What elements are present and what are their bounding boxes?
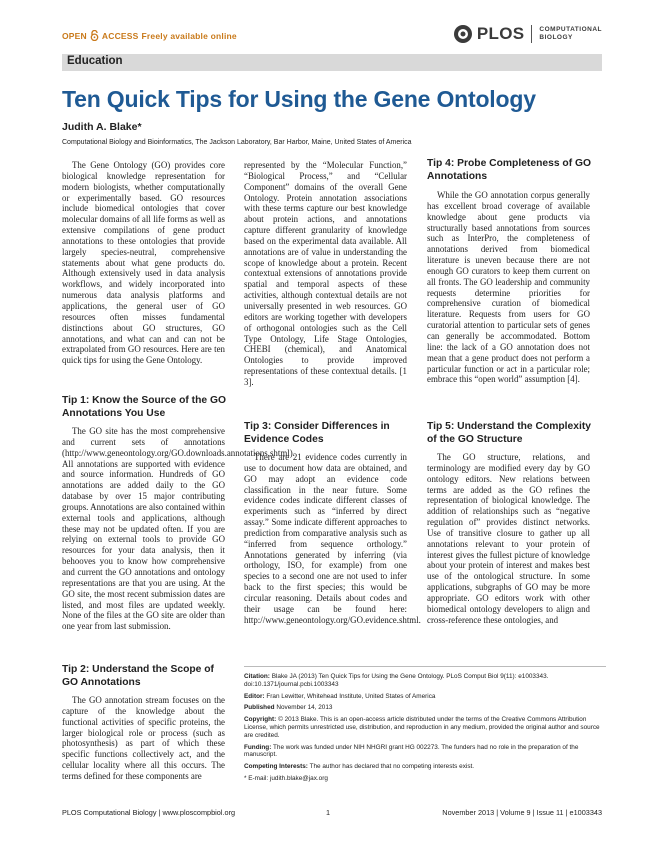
page-header	[62, 24, 602, 52]
section-label: Education	[67, 55, 123, 67]
tip5-body: The GO structure, relations, and terminology are modified every day by GO ontology editors. New relations between terms are added as the GO refines the representation of biological knowledge. The addition of relationships such as “negative regulation of” provides distinct networks. Use of transitive closure to gather up all annotations relevant to your protein of interest gives the fullest picture of knowledge about your protein of interest and makes best use of the ontological structure. In some applications, subgraphs of GO may be more appropriate. GO editors work with other biomedical ontology developers to align and cross-reference these ontologies, and	[427, 452, 590, 625]
tip5-heading: Tip 5: Understand the Complexity of the GO Structure	[427, 421, 592, 445]
freely-available-label: Freely available online	[141, 30, 237, 41]
column-2	[244, 160, 407, 388]
author-name: Judith A. Blake*	[62, 121, 142, 133]
tip4-body: While the GO annotation corpus generally has excellent broad coverage of available knowledge about gene products via structurally based annotations from sources such as InterPro, the completeness of annotations derived from biomedical literature is uneven because there are not enough GO curators to keep them current on all fronts. The GO leadership and community requests determine priorities for comprehensive curation of biomedical literature. Requests from users for GO curatorial attention to particular sets of genes can generally be accommodated. Bottom line: the lack of a GO annotation does not mean that a gene product does not perform a particular function or act in a particular role; embrace this “open world” assumption [4].	[427, 190, 590, 385]
tip4-heading: Tip 4: Probe Completeness of GO Annotations	[427, 158, 592, 182]
author-affiliation: Computational Biology and Bioinformatics, The Jackson Laboratory, Bar Harbor, Maine, United States of America	[62, 139, 412, 146]
article-title: Ten Quick Tips for Using the Gene Ontology	[62, 86, 536, 112]
tip2-section	[62, 695, 225, 782]
section-bar	[62, 54, 602, 71]
tip4-section	[427, 190, 590, 385]
plos-wordmark: PLOS	[476, 24, 525, 43]
plos-brand[interactable]	[453, 24, 602, 44]
intro-paragraph: The Gene Ontology (GO) provides core biological knowledge representation for modern biologists, whether computationally or experimentally based. GO resources include biomedical ontologies that cover molecular domains of all life forms as well as extensive compilations of gene product annotations to these ontologies that provide largely species-neutral, comprehensive statements about what gene products do. Although extensively used in data analysis workflows, and widely incorporated into numerous data analysis platforms and applications, the general user of GO resources often misses fundamental distinctions about GO structures, GO annotations, and what can and can not be extrapolated from GO resources. Here are ten quick tips for using the Gene Ontology.	[62, 160, 225, 366]
copyright: Copyright: © 2013 Blake. This is an open-access article distributed under the terms of the Creative Commons Attribution License, which permits unrestricted use, distribution, and reproduction in any medium, provided the original author and source are credited.	[244, 716, 600, 739]
footer-journal[interactable]: PLOS Computational Biology | www.ploscompbiol.org	[62, 808, 236, 817]
competing-interests: Competing Interests: The author has declared that no competing interests exist.	[244, 763, 475, 771]
published: Published November 14, 2013	[244, 704, 333, 712]
editor: Editor: Fran Lewitter, Whitehead Institute, United States of America	[244, 692, 436, 700]
tip3-heading: Tip 3: Consider Differences in Evidence Codes	[244, 421, 390, 445]
brand-divider	[531, 25, 532, 43]
open-access-badge	[62, 30, 237, 41]
author-email[interactable]: * E-mail: judith.blake@jax.org	[244, 774, 328, 782]
footer-issue: November 2013 | Volume 9 | Issue 11 | e1003343	[442, 808, 602, 817]
col2-continuation: represented by the “Molecular Function,” “Biological Process,” and “Cellular Component” domains of the overall Gene Ontology. Protein annotation associations with these terms capture our best knowledge about protein actions, and annotations capture different granularity of knowledge based on the experimental data available. All annotations are of value in understanding the scope of knowledge about a protein. Recent contextual extensions of annotations provide spatial and temporal aspects of these activities, although contextual details are not universally presented in web resources. GO editors are working together with developers of orthogonal ontologies such as the Cell Type Ontology, Life Stage Ontologies, CHEBI (chemical), and Anatomical Ontologies to provide improved representations of these contextual details. [1 3].	[244, 160, 407, 387]
funding: Funding: The work was funded under NIH NHGRI grant HG 002273. The funders had no role in the preparation of the manuscript.	[244, 743, 579, 759]
open-lock-icon	[90, 30, 99, 41]
tip2-body: The GO annotation stream focuses on the capture of the knowledge about the functional activities of specific proteins, the larger biological role or process (such as photosynthesis) as part of which these specific functions collectively act, and the cellular locality where all this occurs. The terms defined for these components are	[62, 695, 225, 781]
open-label: OPEN	[62, 30, 87, 41]
citation: Citation: Blake JA (2013) Ten Quick Tips for Using the Gene Ontology. PLoS Comput Biol 9(11): e1003343. doi:10.1371/journal.pcbi.1003343	[244, 673, 549, 688]
tip1-section	[62, 426, 295, 632]
tip5-section	[427, 452, 590, 626]
tip3-body: There are 21 evidence codes currently in use to document how data are obtained, and GO may adopt an evidence code classification in the near future. Some evidence codes indicate different classes of experiments such as “inferred by direct assay.” Some indicate different approaches to prediction from comparative analysis such as “inferred from sequence orthology.” Annotations generated by inferring (via orthology, ISO, for example) from one species to a second one are not used to infer back to the first species; this would be circular reasoning. Details about codes and their usage can be found here: http://www.geneontology.org/GO.evidence.shtml.	[244, 452, 421, 625]
tip1-heading: Tip 1: Know the Source of the GO Annotations You Use	[62, 395, 226, 419]
article-metadata	[244, 666, 606, 787]
access-label: ACCESS	[101, 30, 139, 41]
tip1-body: The GO site has the most comprehensive and current sets of annotations (http://www.geneontology.org/GO.downloads.annotations.shtml). All annotations are supported with evidence and source information. Hundreds of GO annotations are added daily to the GO database by over 15 major contributing groups. Annotations are also contained within external tools and applications, although these may not be updated often. If you are relying on external tools to provide GO resources for your data analysis, then it behooves you to know how comprehensive and current the GO annotations and ontology representations are that you are using. At the GO site, the most recent submission dates are listed, and most files are updated weekly. None of the files at the GO site are older than one year from last submission.	[62, 426, 295, 632]
plos-logo-icon	[453, 24, 473, 44]
tip2-heading: Tip 2: Understand the Scope of GO Annotations	[62, 664, 214, 688]
column-1	[62, 160, 225, 366]
journal-name	[539, 26, 602, 42]
tip3-section	[244, 452, 421, 626]
journal-line-2: BIOLOGY	[539, 34, 573, 41]
page-number: 1	[326, 808, 331, 817]
journal-line-1: COMPUTATIONAL	[539, 26, 602, 33]
